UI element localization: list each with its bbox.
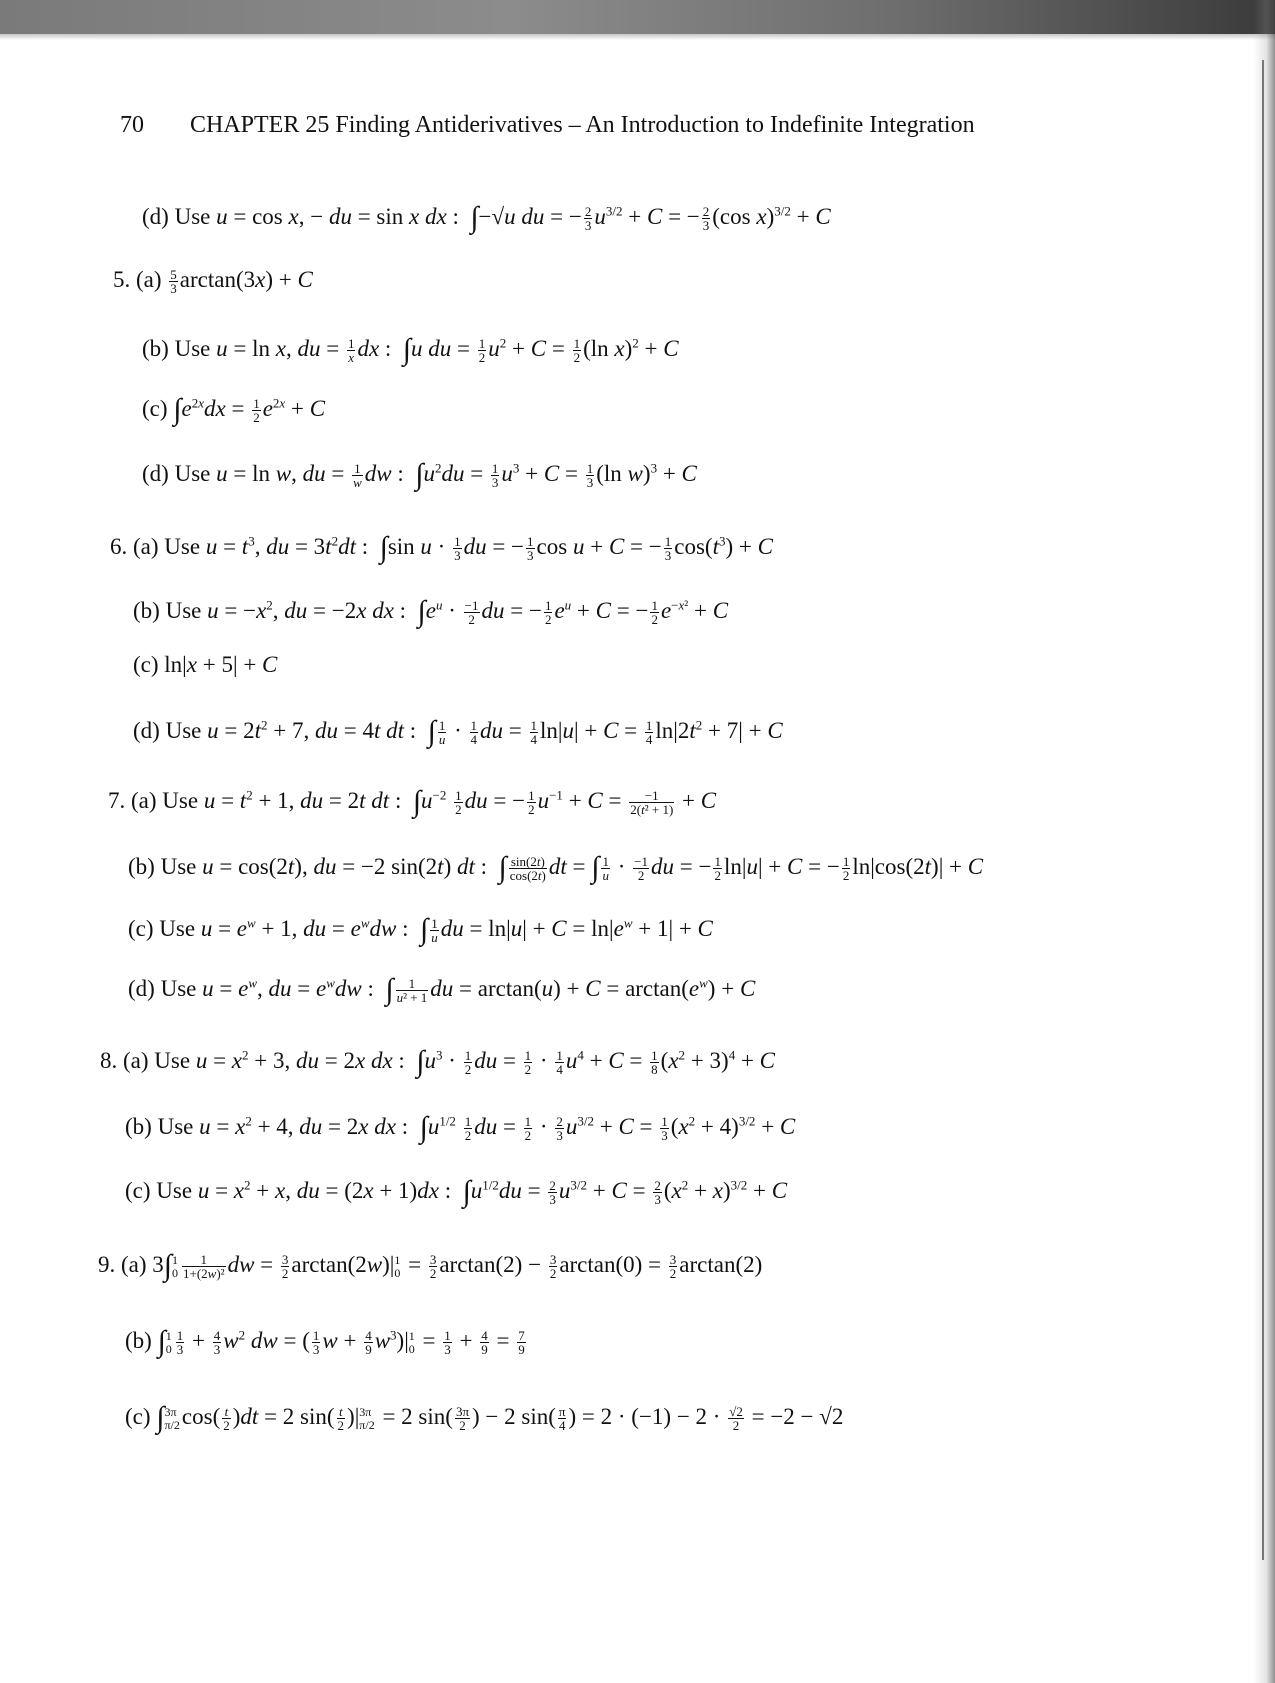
answer-6b: (b) Use $u = -x^2$, du = −2x dx : $\int e^u$ · $\frac{-1}{2}$ du = − $\frac{1}{2}$ $e^u + C$ = − $\frac{1}{2}$ $e^{-x^2} + C$: [133, 595, 729, 628]
chapter-title: CHAPTER 25 Finding Antiderivatives – An Introduction to Indefinite Integration: [190, 112, 975, 138]
item-label: (b): [133, 598, 160, 623]
item-label: (d): [128, 976, 155, 1001]
item-label: (b): [142, 336, 169, 361]
answer-8c: (c) Use $u = x^2 + x$, du = (2x + 1)dx : $\int u^{1/2}du$ = $\frac{2}{3}$ $u^{3/2} + C$ = $\frac{2}{3}$ $(x^2 + x)^{3/2} + C$: [125, 1175, 788, 1208]
answer-7b: (b) Use u = cos(2t), du = −2 sin(2t) dt : ∫ $\frac{\sin(2t)}{\cos(2t)}$ dt = ∫ $\frac{1}{u}$ · $\frac{-1}{2}$ du = − $\frac{1}{2}$ ln|u| + C = − $\frac{1}{2}$ ln|cos(2t)| + C: [128, 851, 984, 884]
answer-9a: 9. (a) 3∫ 1 0 $\frac{1}{\text{1+(2w)²}}$ dw = $\frac{3}{2}$ arctan(2w)| 1 0 = $\frac{3}{2}$ arctan(2) − $\frac{3}{2}$ arctan(0) = $\frac{3}{2}$ arctan(2): [98, 1249, 763, 1282]
answer-5a: 5. (a) $\frac{5}{3}$ arctan(3x) + C: [113, 266, 313, 297]
page-header: [120, 112, 975, 139]
answer-5b: (b) Use u = ln x, du = $\frac{1}{x}$ dx : ∫u du = $\frac{1}{2}$ $u^2 + C$ = $\frac{1}{2}$ (ln x)$^2$ + C: [142, 333, 679, 366]
item-label: (d): [133, 718, 160, 743]
item-label: (c): [125, 1404, 151, 1429]
answer-6d: (d) Use $u = 2t^2 + 7$, du = 4t dt : ∫ $\frac{1}{u}$ · $\frac{1}{4}$ du = $\frac{1}{4}$ ln|u| + C = $\frac{1}{4}$ $\ln|2t^2 + 7| + C$: [133, 715, 783, 748]
item-label: 9. (a): [98, 1252, 147, 1277]
answer-7c: (c) Use $u = e^w + 1$, du = $e^wdw$ : ∫ $\frac{1}{u}$ du = $\ln|u| + C = \ln|e^w + 1| + C$: [128, 913, 713, 946]
answer-9b: (b) ∫ 1 0 $\frac{1}{3}$ + $\frac{4}{3}$ $w^2$ dw = ( $\frac{1}{3}$ w + $\frac{4}{9}$ $w^3)|$ 1 0 = $\frac{1}{3}$ + $\frac{4}{9}$ = $\frac{7}{9}$: [125, 1325, 525, 1358]
answer-6c: (c) ln|x + 5| + C: [133, 652, 278, 677]
item-label: 6. (a): [110, 534, 159, 559]
scan-top-shadow: [0, 0, 1275, 34]
item-label: 8. (a): [100, 1048, 149, 1073]
answer-5c: (c) $\int e^{2x}dx$ = $\frac{1}{2}$ $e^{2x} + C$: [142, 393, 326, 426]
answer-5d: (d) Use u = ln w, du = $\frac{1}{w}$ dw : $\int u^2du$ = $\frac{1}{3}$ $u^3 + C$ = $\frac{1}{3}$ (ln w)$^3$ + C: [142, 458, 697, 491]
item-label: (d): [142, 461, 169, 486]
answer-7d: (d) Use $u = e^w$, du = $e^wdw$ : ∫ $\frac{1}{\text{u² + 1}}$ du = $\arctan(u) + C = \arctan(e^w) + C$: [128, 973, 756, 1006]
answer-7a: 7. (a) Use $u = t^2 + 1$, du = 2t dt : $\int u^{-2}$ $\frac{1}{2}$ du = − $\frac{1}{2}$ $u^{-1} + C$ = $\frac{-1}{\text{2(t² + 1)}}$ + C: [108, 785, 717, 818]
answer-8b: (b) Use $u = x^2 + 4$, du = 2x dx : $\int u^{1/2}$ $\frac{1}{2}$ du = $\frac{1}{2}$ · $\frac{2}{3}$ $u^{3/2} + C$ = $\frac{1}{3}$ $(x^2 + 4)^{3/2} + C$: [125, 1111, 796, 1144]
answer-4d: (d) Use u = cos x, − du = sin x dx : ∫−√u du = − $\frac{2}{3}$ $u^{3/2} + C$ = − $\frac{2}{3}$ (cos x)$^{3/2}$ + C: [142, 201, 831, 234]
item-label: (b): [125, 1114, 152, 1139]
item-label: (b): [128, 854, 155, 879]
answer-8a: 8. (a) Use $u = x^2 + 3$, du = 2x dx : $\int u^3$ · $\frac{1}{2}$ du = $\frac{1}{2}$ · $\frac{1}{4}$ $u^4 + C$ = $\frac{1}{8}$ $(x^2 + 3)^4 + C$: [100, 1045, 776, 1078]
scan-right-shadow: [1253, 0, 1275, 1683]
item-label: (c): [125, 1178, 151, 1203]
item-label: (d): [142, 204, 169, 229]
item-label: (b): [125, 1328, 152, 1353]
page-number: 70: [120, 112, 144, 138]
item-label: (c): [142, 396, 168, 421]
item-label: (c): [133, 652, 159, 677]
answer-9c: (c) ∫ 3π π/2 cos( $\frac{t}{2}$ )dt = 2 sin( $\frac{t}{2}$ )| 3π π/2 = 2 sin( $\frac{3\pi}{2}$ ) − 2 sin( $\frac{\pi}{4}$ ) = 2 · (−1) − 2 · $\frac{√2}{2}$ = −2 − √2: [125, 1401, 844, 1434]
item-label: 7. (a): [108, 788, 157, 813]
item-label: (c): [128, 916, 154, 941]
item-label: 5. (a): [113, 267, 162, 292]
answer-6a: 6. (a) Use $u = t^3$, du = $3t^2dt$ : ∫sin u · $\frac{1}{3}$ du = − $\frac{1}{3}$ cos u + C = − $\frac{1}{3}$ $\cos(t^3) + C$: [110, 531, 773, 564]
page-edge-line: [1262, 60, 1264, 1560]
